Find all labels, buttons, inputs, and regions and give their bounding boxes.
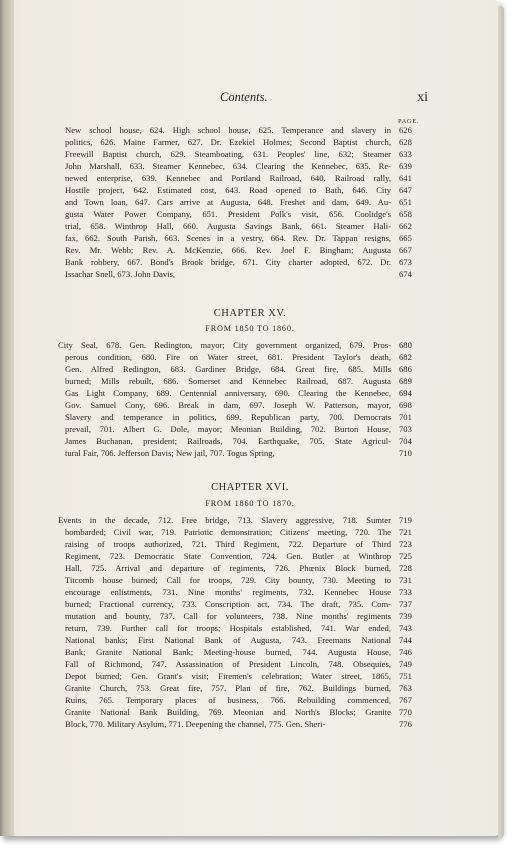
contents-page-number: 626 <box>399 125 412 135</box>
contents-page-number: 703 <box>399 424 412 434</box>
contents-page-number: 674 <box>399 269 412 279</box>
contents-page-number: 701 <box>399 412 412 422</box>
contents-line <box>0 220 430 232</box>
contents-line <box>0 670 430 682</box>
contents-page-number: 689 <box>399 376 412 386</box>
contents-line <box>0 268 430 280</box>
contents-page-number: 686 <box>399 364 412 374</box>
contents-line-text: Issachar Snell, 673. John Davis, <box>65 269 176 279</box>
contents-line <box>0 208 430 220</box>
contents-page-number: 719 <box>399 515 412 525</box>
contents-line <box>0 160 430 172</box>
contents-line-text: Hostile project, 642. Estimated cost, 643. Road opened to Bath, 646. City <box>65 185 391 195</box>
contents-line-text: newed enterprise, 639. Kennebec and Portland Railroad, 640. Railroad rally, <box>65 173 391 183</box>
contents-line <box>0 682 430 694</box>
chapter-years <box>60 324 440 333</box>
contents-page-number: 710 <box>399 448 412 458</box>
contents-line-text: Hall, 725. Arrival and departure of regiments, 726. Phœnix Block burned, <box>65 563 391 573</box>
contents-line-text: John Marshall, 633. Steamer Kennebec, 634. Clearing the Kennebec, 635. Re- <box>65 161 391 171</box>
contents-line <box>0 148 430 160</box>
contents-line-text: Events in the decade, 712. Free bridge, 713. Slavery aggressive, 718. Sumter <box>58 515 391 525</box>
contents-line-text: return, 739. Further call for troops; Hospitals established, 741. War ended, <box>65 623 391 633</box>
contents-page-number: 743 <box>399 623 412 633</box>
contents-line <box>0 435 430 447</box>
contents-page-number: 665 <box>399 233 412 243</box>
contents-line <box>0 574 430 586</box>
contents-line <box>0 351 430 363</box>
contents-line-text: mutation and bounty, 737. Call for volunteers, 738. Nine months' regiments <box>65 611 391 621</box>
contents-line-text: Ruins, 765. Temporary places of business, 766. Rebuilding commenced, <box>65 695 391 705</box>
contents-line-text: Fall of Richmond, 747. Assassination of President Lincoln, 748. Obsequies, <box>65 659 391 669</box>
contents-line <box>0 363 430 375</box>
contents-line-text: Depot burned; Gen. Grant's visit; Firemen's celebration; Water street, 1865, <box>65 671 391 681</box>
contents-page-number: 682 <box>399 352 412 362</box>
contents-page-number: 667 <box>399 245 412 255</box>
contents-section-continued <box>0 124 430 280</box>
chapter-years-text: FROM 1850 TO 1860. <box>205 324 295 333</box>
contents-page-number: 633 <box>399 149 412 159</box>
contents-page-number: 680 <box>399 340 412 350</box>
contents-page-number: 746 <box>399 647 412 657</box>
contents-page-number: 723 <box>399 539 412 549</box>
contents-section-chapter-xvi <box>0 514 430 730</box>
page-number: xi <box>417 90 428 105</box>
contents-line-text: Regiment, 723. Democratic State Convention, 724. Gen. Butler at Winthrop <box>65 551 391 561</box>
contents-line <box>0 256 430 268</box>
contents-line-text: Gov. Samuel Cony, 696. Break in dam, 697. Joseph W. Patterson, mayor, <box>65 400 391 410</box>
contents-line-text: Granite National Bank Building, 769. Meonian and North's Blocks; Granite <box>65 707 391 717</box>
contents-page-number: 737 <box>399 599 412 609</box>
contents-page-number: 662 <box>399 221 412 231</box>
chapter-heading: CHAPTER XV. <box>213 308 287 319</box>
contents-line-text: prevail, 701. Albert G. Dole, mayor; Meonian Building, 702. Burton House, <box>65 424 391 434</box>
contents-section-chapter-xv <box>0 339 430 459</box>
contents-line-text: City Seal, 678. Gen. Redington, mayor; City government organized, 679. Pros- <box>58 340 391 350</box>
contents-line-text: Gen. Alfred Redington, 683. Gardiner Bridge, 684. Great fire, 685. Mills <box>65 364 391 374</box>
contents-line <box>0 172 430 184</box>
contents-page-number: 731 <box>399 575 412 585</box>
chapter-years-text: FROM 1860 TO 1870. <box>205 499 295 508</box>
contents-page-number: 751 <box>399 671 412 681</box>
contents-page-number: 776 <box>399 719 412 729</box>
contents-line <box>0 538 430 550</box>
contents-line <box>0 423 430 435</box>
running-title: Contents. <box>220 90 268 104</box>
page-column-label: PAGE. <box>398 118 420 125</box>
contents-line <box>0 658 430 670</box>
contents-line <box>0 550 430 562</box>
contents-line-text: Slavery and temperance in politics, 699. Republican party, 700. Democrats <box>65 412 391 422</box>
contents-line-text: raising of troops authorized, 721. Third Regiment, 722. Departure of Third <box>65 539 391 549</box>
contents-line <box>0 375 430 387</box>
contents-line <box>0 562 430 574</box>
contents-page-number: 725 <box>399 551 412 561</box>
contents-page-number: 639 <box>399 161 412 171</box>
contents-page-number: 744 <box>399 635 412 645</box>
contents-line-text: politics, 626. Maine Farmer, 627. Dr. Ezekiel Holmes; Second Baptist church, <box>65 137 391 147</box>
contents-line <box>0 447 430 459</box>
contents-line <box>0 634 430 646</box>
contents-line <box>0 514 430 526</box>
contents-line-text: bombarded; Civil war, 719. Patriotic demonstration; Citizens' meeting, 720. The <box>65 527 391 537</box>
contents-line-text: trial, 658. Winthrop Hall, 660. Augusta Savings Bank, 661. Steamer Hali- <box>65 221 391 231</box>
page-edge <box>498 6 504 838</box>
running-head <box>60 90 428 106</box>
contents-page-number: 628 <box>399 137 412 147</box>
contents-line <box>0 339 430 351</box>
contents-page-number: 698 <box>399 400 412 410</box>
contents-line-text: Granite Church, 753. Great fire, 757. Plan of fire, 762. Buildings burned, <box>65 683 391 693</box>
contents-page-number: 728 <box>399 563 412 573</box>
contents-line-text: fax, 662. South Parish, 663. Scenes in a vestry, 664. Rev. Dr. Tappan resigns, <box>65 233 391 243</box>
contents-line-text: Titcomb house burned; Call for troops, 729. City bounty, 730. Meeting to <box>65 575 391 585</box>
contents-line <box>0 184 430 196</box>
contents-line <box>0 136 430 148</box>
contents-line-text: and Town loan, 647. Cars arrive at Augusta, 648. Freshet and dam, 649. Au- <box>65 197 391 207</box>
contents-page-number: 733 <box>399 587 412 597</box>
contents-line <box>0 598 430 610</box>
contents-line-text: Bank; Granite National Bank; Meeting-house burned, 744. Augusta House, <box>65 647 391 657</box>
contents-line <box>0 399 430 411</box>
contents-line <box>0 196 430 208</box>
chapter-heading: CHAPTER XVI. <box>211 482 289 493</box>
contents-page-number: 651 <box>399 197 412 207</box>
contents-page-number: 704 <box>399 436 412 446</box>
contents-line <box>0 526 430 538</box>
contents-line-text: James Buchanan, president; Railroads, 704. Earthquake, 705. State Agricul- <box>65 436 391 446</box>
contents-line-text: Gas Light Company, 689. Centennial anniversary, 690. Clearing the Kennebec, <box>65 388 391 398</box>
contents-page-number: 763 <box>399 683 412 693</box>
contents-line <box>0 694 430 706</box>
contents-line-text: burned; Mills rebuilt, 686. Somerset and Kennebec Railroad, 687. Augusta <box>65 376 391 386</box>
contents-line-text: Bank robbery, 667. Bond's Brook bridge, 671. City charter adopted, 672. Dr. <box>65 257 391 267</box>
contents-line <box>0 610 430 622</box>
contents-line-text: National banks; First National Bank of Augusta, 743. Freemans National <box>65 635 391 645</box>
contents-page-number: 739 <box>399 611 412 621</box>
contents-page-number: 721 <box>399 527 412 537</box>
contents-line-text: gusta Water Power Company, 651. President Polk's visit, 656. Coolidge's <box>65 209 391 219</box>
contents-line <box>0 718 430 730</box>
contents-line-text: perous condition, 680. Fire on Water street, 681. President Taylor's death, <box>65 352 391 362</box>
contents-line <box>0 706 430 718</box>
contents-line <box>0 244 430 256</box>
contents-line-text: encourage enlistments, 731. Nine months' regiments, 732. Kennebec House <box>65 587 391 597</box>
contents-page-number: 641 <box>399 173 412 183</box>
contents-line <box>0 411 430 423</box>
contents-line-text: New school house, 624. High school house, 625. Temperance and slavery in <box>65 125 391 135</box>
contents-line-text: Block, 770. Military Asylum, 771. Deepening the channel, 775. Gen. Sheri- <box>65 719 326 729</box>
chapter-years <box>60 499 440 508</box>
contents-line-text: tural Fair, 706. Jefferson Davis; New jail, 707. Togus Spring, <box>65 448 275 458</box>
contents-line <box>0 646 430 658</box>
contents-page-number: 673 <box>399 257 412 267</box>
contents-line <box>0 387 430 399</box>
contents-page-number: 749 <box>399 659 412 669</box>
contents-line-text: Rev. Mr. Webb; Rev. A. McKenzie, 666. Rev. Joel F. Bingham; Augusta <box>65 245 391 255</box>
contents-page-number: 658 <box>399 209 412 219</box>
contents-line <box>0 586 430 598</box>
contents-page-number: 694 <box>399 388 412 398</box>
contents-page-number: 770 <box>399 707 412 717</box>
contents-page-number: 767 <box>399 695 412 705</box>
contents-line <box>0 124 430 136</box>
contents-page-number: 647 <box>399 185 412 195</box>
contents-line <box>0 232 430 244</box>
contents-line <box>0 622 430 634</box>
contents-line-text: Freewill Baptist church, 629. Steamboating, 631. Peoples' line, 632; Steamer <box>65 149 391 159</box>
contents-line-text: burned; Fractional currency, 733. Conscription act, 734. The draft, 735. Com- <box>65 599 391 609</box>
